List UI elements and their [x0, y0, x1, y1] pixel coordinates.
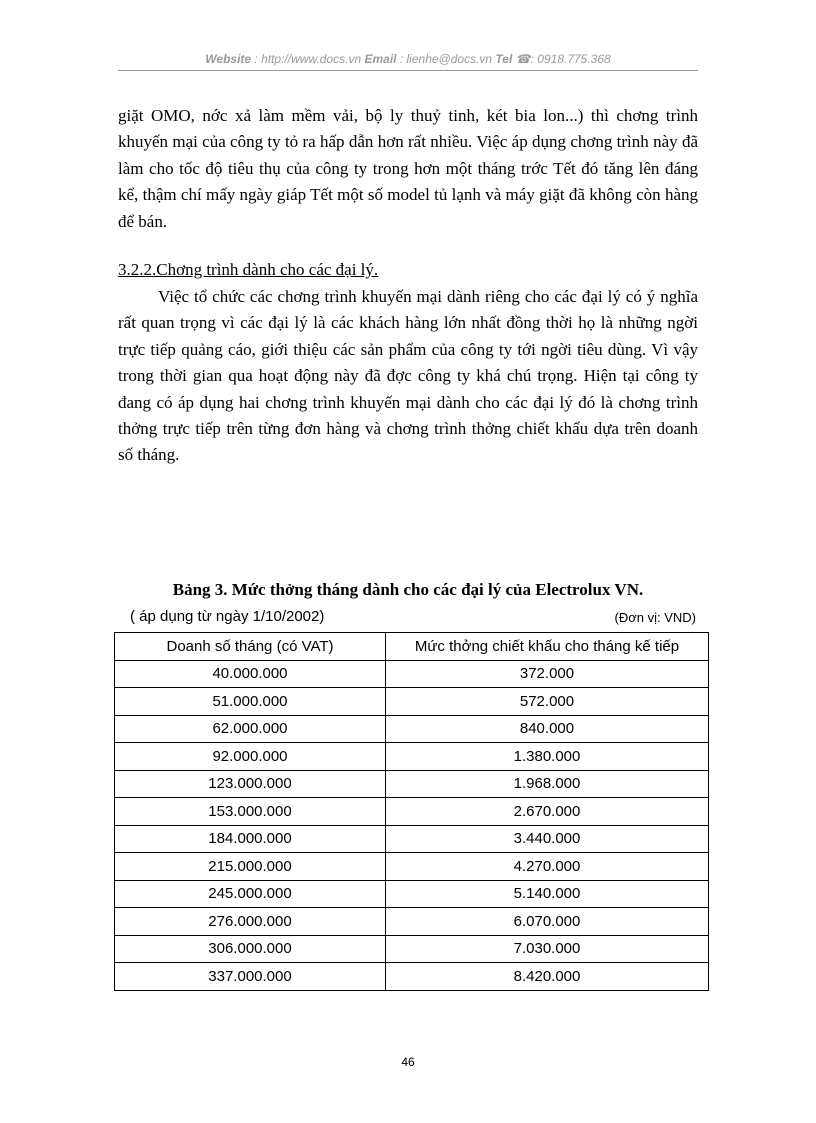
revenue-cell: 215.000.000 [115, 853, 386, 881]
reward-cell: 8.420.000 [386, 963, 709, 991]
revenue-cell: 276.000.000 [115, 908, 386, 936]
tel-label: Tel [495, 52, 513, 66]
reward-cell: 1.968.000 [386, 770, 709, 798]
revenue-cell: 123.000.000 [115, 770, 386, 798]
table-row [115, 908, 709, 936]
reward-cell: 2.670.000 [386, 798, 709, 826]
reward-table [114, 632, 709, 991]
table-row [115, 935, 709, 963]
reward-cell: 372.000 [386, 660, 709, 688]
table-row [115, 825, 709, 853]
page-number: 46 [401, 1055, 415, 1069]
table-row [115, 798, 709, 826]
header-divider [118, 70, 698, 71]
table-subtitle: ( áp dụng từ ngày 1/10/2002) [130, 608, 325, 625]
revenue-cell: 153.000.000 [115, 798, 386, 826]
section-heading: 3.2.2.Chơng trình dành cho các đại lý. [118, 260, 379, 279]
table-row [115, 853, 709, 881]
revenue-cell: 184.000.000 [115, 825, 386, 853]
reward-cell: 6.070.000 [386, 908, 709, 936]
table-row [115, 715, 709, 743]
table-row [115, 688, 709, 716]
table-unit: (Đơn vị: VND) [614, 610, 696, 625]
tel-value: : 0918.775.368 [530, 52, 611, 66]
table-header-row [115, 633, 709, 661]
paragraph-2: Việc tổ chức các chơng trình khuyến mại dành riêng cho các đại lý có ý nghĩa rất quan trọng vì các đại lý là các khách hàng lớn nhất đồng thời họ là những ngời trực tiếp quảng cáo, giới thiệu các sản phẩm của công ty tới ngời tiêu dùng. Vì vậy trong thời gian qua hoạt động này đã đợc công ty khá chú trọng. Hiện tại công ty đang có áp dụng hai chơng trình khuyến mại dành cho các đại lý đó là chơng trình thởng trực tiếp trên từng đơn hàng và chơng trình thởng chiết khấu dựa trên doanh số tháng. [118, 287, 698, 465]
revenue-cell: 245.000.000 [115, 880, 386, 908]
website-value: : http://www.docs.vn [254, 52, 362, 66]
phone-icon: ☎ [515, 52, 531, 66]
revenue-cell: 306.000.000 [115, 935, 386, 963]
table-row [115, 880, 709, 908]
column-header-revenue: Doanh số tháng (có VAT) [115, 633, 386, 661]
page-header [0, 52, 816, 66]
reward-cell: 1.380.000 [386, 743, 709, 771]
reward-cell: 572.000 [386, 688, 709, 716]
reward-cell: 4.270.000 [386, 853, 709, 881]
reward-cell: 5.140.000 [386, 880, 709, 908]
table-row [115, 743, 709, 771]
paragraph-1: giặt OMO, nớc xả làm mềm vải, bộ ly thuỷ tinh, két bia lon...) thì chơng trình khuyến mại của công ty tỏ ra hấp dẫn hơn rất nhiều. Việc áp dụng chơng trình này đã làm cho tốc độ tiêu thụ của công ty trong hơn một tháng trớc Tết đó tăng lên đáng kể, thậm chí mấy ngày giáp Tết một số model tủ lạnh và máy giặt đã không còn hàng để bán. [118, 106, 698, 231]
revenue-cell: 337.000.000 [115, 963, 386, 991]
column-header-reward: Mức thởng chiết khấu cho tháng kế tiếp [386, 633, 709, 661]
email-label: Email [364, 52, 397, 66]
website-label: Website [205, 52, 252, 66]
email-value: : lienhe@docs.vn [399, 52, 493, 66]
table-title: Bảng 3. Mức thởng tháng dành cho các đại lý của Electrolux VN. [172, 580, 644, 599]
revenue-cell: 40.000.000 [115, 660, 386, 688]
table-row [115, 963, 709, 991]
table-row [115, 660, 709, 688]
reward-cell: 3.440.000 [386, 825, 709, 853]
reward-cell: 7.030.000 [386, 935, 709, 963]
table-row [115, 770, 709, 798]
revenue-cell: 92.000.000 [115, 743, 386, 771]
revenue-cell: 51.000.000 [115, 688, 386, 716]
reward-cell: 840.000 [386, 715, 709, 743]
revenue-cell: 62.000.000 [115, 715, 386, 743]
